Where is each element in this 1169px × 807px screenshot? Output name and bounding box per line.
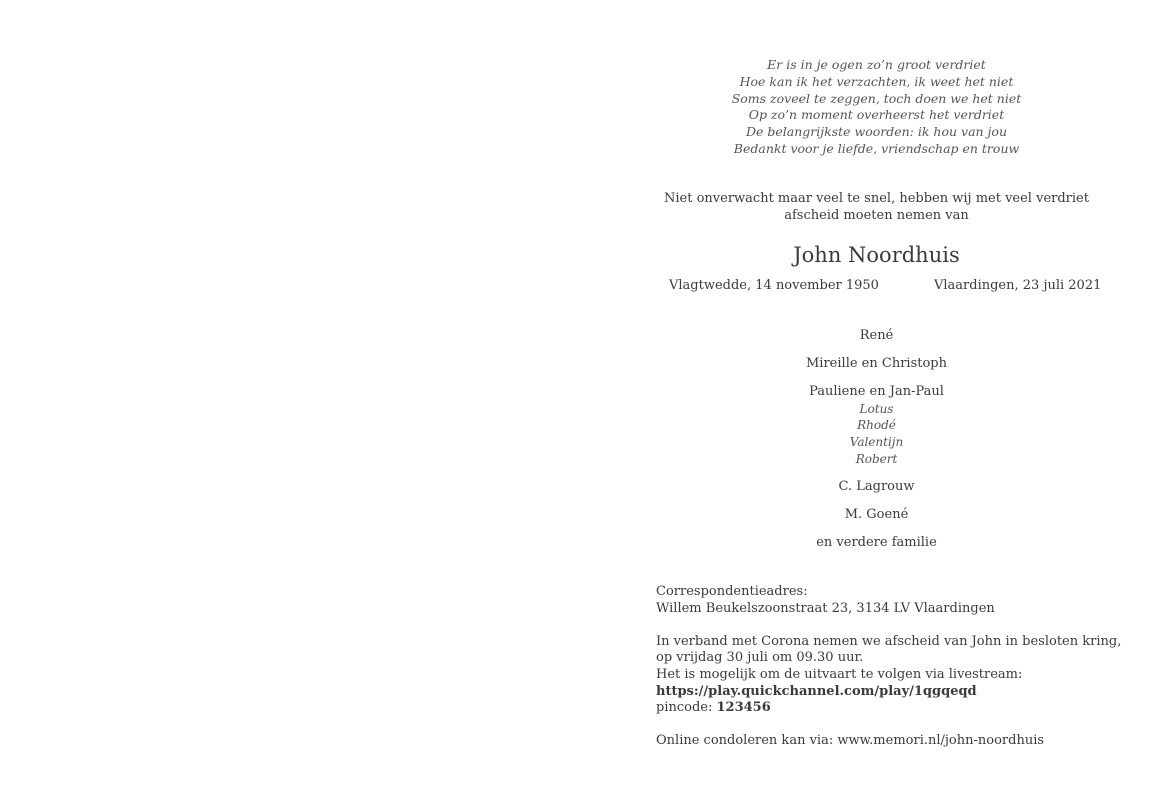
poem-line: Hoe kan ik het verzachten, ik weet het niet <box>739 73 1014 89</box>
poem-line: Er is in je ogen zo’n groot verdriet <box>767 57 986 72</box>
service-time: op vrijdag 30 juli om 09.30 uur. <box>656 650 864 666</box>
family-member: C. Lagrouw <box>838 479 915 495</box>
birth-date: Vlagtwedde, 14 november 1950 <box>669 278 879 293</box>
correspondence-label: Correspondentieadres: <box>656 584 808 599</box>
livestream-link[interactable]: https://play.quickchannel.com/play/1qgqeqd <box>656 683 977 699</box>
grandchild-name: Lotus <box>859 401 894 416</box>
family-member: M. Goené <box>844 507 909 523</box>
practical-info <box>656 584 1156 750</box>
corona-notice: In verband met Corona nemen we afscheid van John in besloten kring, <box>656 633 1122 649</box>
blank-left-page <box>0 0 584 807</box>
poem-line: De belangrijkste woorden: ik hou van jou <box>745 124 1008 140</box>
announcement-intro <box>584 191 1169 224</box>
poem <box>584 57 1169 158</box>
intro-line: Niet onverwacht maar veel te snel, hebben wij met veel verdriet <box>664 191 1089 206</box>
grandchild-name: Rhodé <box>857 418 896 433</box>
grandchild-name: Robert <box>855 451 898 466</box>
family-member: René <box>859 328 894 343</box>
pincode-label: pincode: <box>656 700 717 716</box>
death-date: Vlaardingen, 23 juli 2021 <box>934 278 1102 293</box>
correspondence-address: Willem Beukelszoonstraat 23, 3134 LV Vlaardingen <box>656 600 995 616</box>
family-list <box>584 328 1169 552</box>
condolence-link[interactable]: Online condoleren kan via: www.memori.nl/john-noordhuis <box>656 733 1045 749</box>
family-member: Pauliene en Jan-Paul <box>809 384 944 399</box>
pincode-value: 123456 <box>716 700 771 716</box>
intro-line: afscheid moeten nemen van <box>784 207 969 223</box>
poem-line: Bedankt voor je liefde, vriendschap en trouw <box>733 140 1020 156</box>
pincode-line <box>656 700 1156 717</box>
poem-line: Soms zoveel te zeggen, toch doen we het niet <box>731 90 1022 106</box>
family-member: Mireille en Christoph <box>806 356 947 371</box>
grandchild-name: Valentijn <box>849 435 904 450</box>
livestream-notice: Het is mogelijk om de uitvaart te volgen via livestream: <box>656 666 1023 682</box>
poem-line: Op zo’n moment overheerst het verdriet <box>748 107 1005 123</box>
family-member: en verdere familie <box>816 535 937 551</box>
deceased-name: John Noordhuis <box>793 243 960 267</box>
